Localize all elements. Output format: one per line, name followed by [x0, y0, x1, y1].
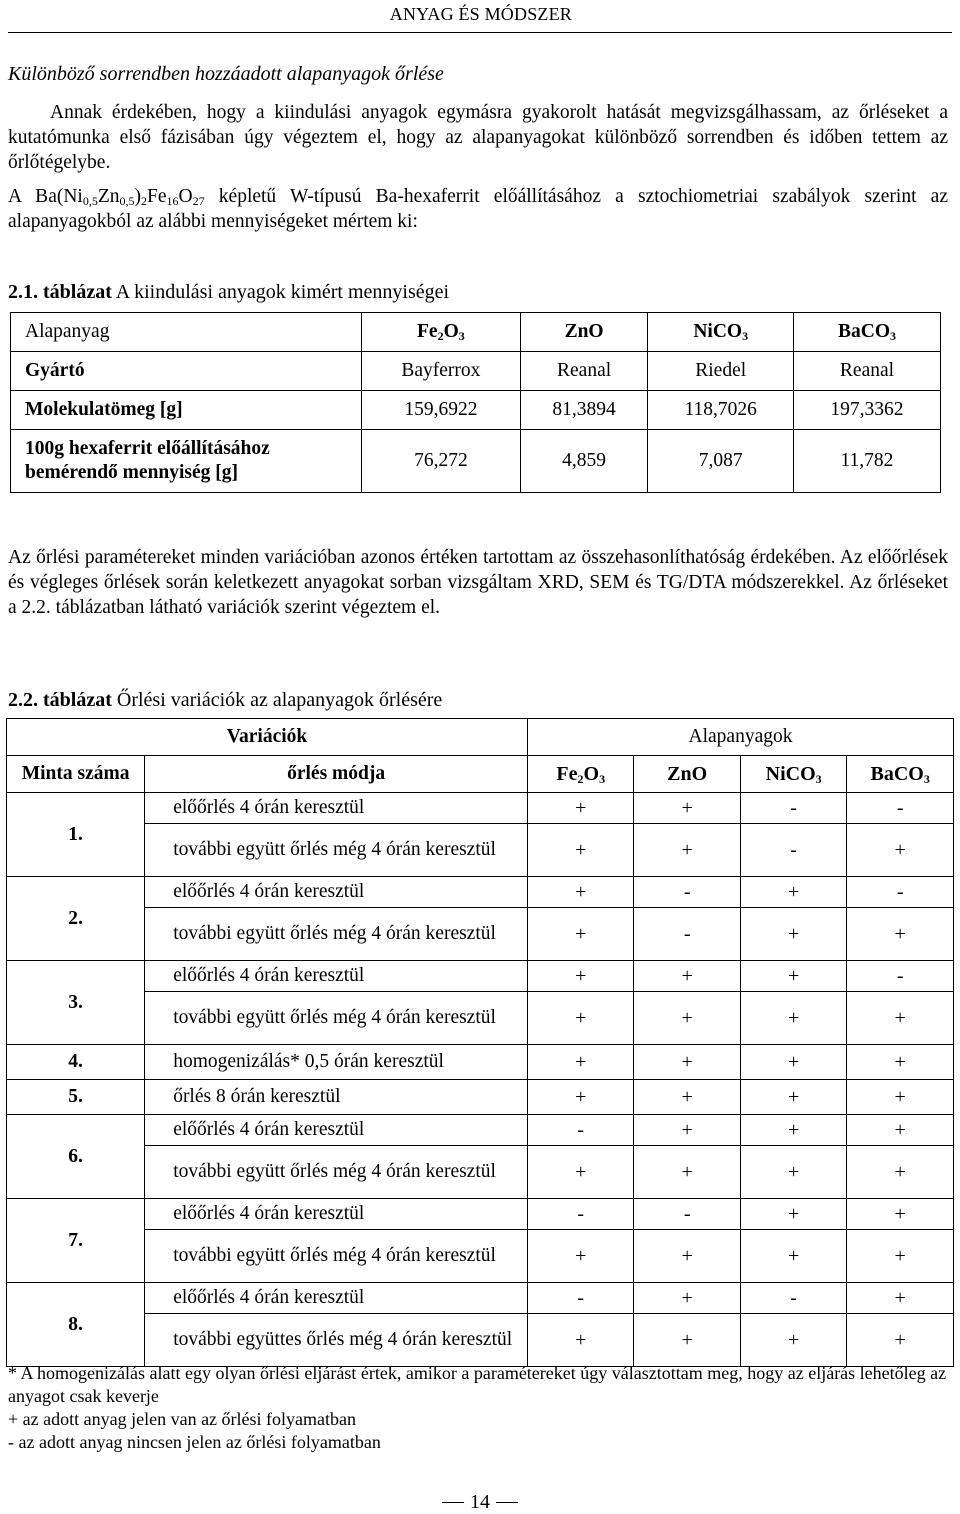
table-row — [7, 877, 954, 908]
sample-number: 7. — [7, 1199, 145, 1283]
table-row — [11, 352, 941, 391]
table-row — [7, 1314, 954, 1367]
section-title: Különböző sorrendben hozzáadott alapanyagok őrlése — [8, 63, 444, 85]
presence-mark: + — [528, 961, 634, 992]
presence-mark: + — [847, 1080, 954, 1115]
running-head: ANYAG ÉS MÓDSZER — [389, 4, 572, 24]
group-header-variations: Variációk — [7, 719, 528, 756]
presence-mark: + — [528, 1146, 634, 1199]
table-cell: 197,3362 — [793, 391, 940, 430]
presence-mark: + — [634, 1230, 740, 1283]
paragraph-formula — [8, 184, 948, 234]
table-row — [7, 756, 954, 793]
header-cell: BaCO$_3$ — [847, 756, 954, 793]
row-label: Gyártó — [11, 352, 362, 391]
presence-mark: + — [740, 1199, 847, 1230]
presence-mark: + — [634, 1080, 740, 1115]
presence-mark: + — [847, 1230, 954, 1283]
row-label: Molekulatömeg [g] — [11, 391, 362, 430]
header-cell: NiCO$_3$ — [740, 756, 847, 793]
milling-mode: előőrlés 4 órán keresztül — [145, 877, 528, 908]
presence-mark: + — [528, 1314, 634, 1367]
presence-mark: - — [847, 961, 954, 992]
page-number — [440, 1490, 520, 1514]
table-row — [7, 824, 954, 877]
paragraph-parameters-text: Az őrlési paramétereket minden variációban azonos értéken tartottam az összehasonlíthatóság érdekében. Az előőrlések és végleges őrlések során keletkezett anyagokat sorban vizsgáltam XRD, SEM és TG/DTA módszerekkel. Az őrléseket a 2.2. táblázatban látható variációk szerint végeztem el. — [8, 547, 948, 618]
table-cell: 4,859 — [520, 430, 648, 493]
table-cell: 118,7026 — [648, 391, 794, 430]
milling-mode: további együtt őrlés még 4 órán keresztül — [145, 992, 528, 1045]
header-cell: $Fe_2O_3$ — [362, 313, 521, 352]
presence-mark: + — [847, 1283, 954, 1314]
header-cell: ZnO — [634, 756, 740, 793]
header-cell: Minta száma — [7, 756, 145, 793]
header-rule — [8, 32, 952, 33]
presence-mark: + — [847, 992, 954, 1045]
header-cell: Alapanyag — [11, 313, 362, 352]
presence-mark: + — [528, 908, 634, 961]
presence-mark: + — [634, 1115, 740, 1146]
table-cell: 7,087 — [648, 430, 794, 493]
presence-mark: - — [528, 1115, 634, 1146]
table-row — [7, 1283, 954, 1314]
presence-mark: + — [528, 824, 634, 877]
footnote-minus: - az adott anyag nincsen jelen az őrlési folyamatban — [8, 1432, 381, 1452]
presence-mark: + — [634, 1283, 740, 1314]
presence-mark: - — [847, 877, 954, 908]
table-row — [7, 992, 954, 1045]
sample-number: 3. — [7, 961, 145, 1045]
table-row — [7, 908, 954, 961]
group-header-materials: Alapanyagok — [528, 719, 954, 756]
table-row — [7, 1115, 954, 1146]
footnote-homogenization: * A homogenizálás alatt egy olyan őrlési eljárást értek, amikor a paramétereket úgy választottam meg, hogy az eljárás lehetőleg az anyagot csak keverje — [8, 1363, 947, 1406]
presence-mark: + — [847, 1199, 954, 1230]
table-cell: 81,3894 — [520, 391, 648, 430]
table-cell: Reanal — [520, 352, 648, 391]
table-cell: 11,782 — [793, 430, 940, 493]
presence-mark: + — [528, 1080, 634, 1115]
table-cell: 76,272 — [362, 430, 521, 493]
table-cell: Reanal — [793, 352, 940, 391]
presence-mark: + — [528, 1230, 634, 1283]
table-row — [7, 1045, 954, 1080]
table-row — [7, 1080, 954, 1115]
presence-mark: + — [740, 1314, 847, 1367]
paragraph-intro-text: Annak érdekében, hogy a kiindulási anyagok egymásra gyakorolt hatását megvizsgálhassam, az őrléseket a kutatómunka első fázisában úgy végeztem el, hogy az alapanyagokat különböző sorrendben és időben tettem az őrlőtégelybe. — [8, 102, 948, 173]
table-cell: Riedel — [648, 352, 794, 391]
milling-mode: további együtt őrlés még 4 órán keresztül — [145, 824, 528, 877]
milling-mode: további együttes őrlés még 4 órán keresztül — [145, 1314, 528, 1367]
milling-mode: előőrlés 4 órán keresztül — [145, 1199, 528, 1230]
presence-mark: - — [634, 877, 740, 908]
header-cell: őrlés módja — [145, 756, 528, 793]
milling-mode: további együtt őrlés még 4 órán keresztül — [145, 1146, 528, 1199]
presence-mark: + — [528, 877, 634, 908]
table2-caption: 2.2. táblázat Őrlési variációk az alapanyagok őrlésére — [8, 689, 443, 711]
presence-mark: + — [528, 1045, 634, 1080]
sample-number: 2. — [7, 877, 145, 961]
presence-mark: - — [740, 1283, 847, 1314]
page-number-rule-left — [442, 1502, 464, 1503]
presence-mark: - — [634, 1199, 740, 1230]
milling-mode: előőrlés 4 órán keresztül — [145, 1115, 528, 1146]
milling-mode: őrlés 8 órán keresztül — [145, 1080, 528, 1115]
presence-mark: - — [528, 1283, 634, 1314]
presence-mark: - — [740, 793, 847, 824]
table-row — [11, 430, 941, 493]
table-row — [11, 391, 941, 430]
header-cell: ZnO — [520, 313, 648, 352]
footnote-plus: + az adott anyag jelen van az őrlési folyamatban — [8, 1409, 357, 1429]
presence-mark: + — [634, 824, 740, 877]
milling-mode: előőrlés 4 órán keresztül — [145, 1283, 528, 1314]
presence-mark: + — [740, 1045, 847, 1080]
presence-mark: - — [634, 908, 740, 961]
presence-mark: + — [847, 1115, 954, 1146]
presence-mark: + — [528, 992, 634, 1045]
table-row — [11, 313, 941, 352]
presence-mark: + — [740, 1146, 847, 1199]
paragraph-formula-text: A $Ba(Ni_{0,5}Zn_{0,5})_2Fe_{16}O_{27}$ képletű W-típusú Ba-hexaferrit előállításához a sztochiometriai szabályok szerint az alapanyagokból az alábbi mennyiségeket mértem ki: — [8, 186, 948, 232]
presence-mark: + — [634, 961, 740, 992]
sample-number: 6. — [7, 1115, 145, 1199]
presence-mark: + — [847, 824, 954, 877]
header-cell: NiCO$_3$ — [648, 313, 794, 352]
presence-mark: + — [528, 793, 634, 824]
presence-mark: + — [847, 908, 954, 961]
table-row — [7, 961, 954, 992]
milling-mode: homogenizálás* 0,5 órán keresztül — [145, 1045, 528, 1080]
page-number-rule-right — [496, 1502, 518, 1503]
table-cell: 159,6922 — [362, 391, 521, 430]
presence-mark: + — [634, 793, 740, 824]
presence-mark: + — [740, 961, 847, 992]
presence-mark: + — [634, 1045, 740, 1080]
milling-mode: előőrlés 4 órán keresztül — [145, 961, 528, 992]
row-label: 100g hexaferrit előállításához bemérendő mennyiség [g] — [11, 430, 362, 493]
page-number-text: 14 — [470, 1491, 490, 1513]
presence-mark: + — [740, 1115, 847, 1146]
sample-number: 5. — [7, 1080, 145, 1115]
milling-variations-table — [6, 718, 954, 1367]
presence-mark: - — [740, 824, 847, 877]
presence-mark: + — [740, 1230, 847, 1283]
table-row — [7, 1230, 954, 1283]
sample-number: 8. — [7, 1283, 145, 1367]
header-cell: BaCO$_3$ — [793, 313, 940, 352]
presence-mark: + — [740, 877, 847, 908]
milling-mode: további együtt őrlés még 4 órán keresztül — [145, 908, 528, 961]
table-row — [7, 719, 954, 756]
presence-mark: + — [634, 1314, 740, 1367]
presence-mark: + — [740, 1080, 847, 1115]
presence-mark: + — [847, 1314, 954, 1367]
paragraph-parameters — [8, 545, 948, 620]
table-row — [7, 793, 954, 824]
presence-mark: + — [847, 1146, 954, 1199]
presence-mark: - — [528, 1199, 634, 1230]
presence-mark: + — [634, 992, 740, 1045]
presence-mark: + — [740, 908, 847, 961]
header-cell: $Fe_2O_3$ — [528, 756, 634, 793]
table1-caption: 2.1. táblázat A kiindulási anyagok kimért mennyiségei — [8, 281, 450, 303]
milling-mode: előőrlés 4 órán keresztül — [145, 793, 528, 824]
raw-materials-table — [10, 312, 941, 493]
presence-mark: + — [740, 992, 847, 1045]
presence-mark: + — [634, 1146, 740, 1199]
table-body — [7, 793, 954, 1367]
sample-number: 4. — [7, 1045, 145, 1080]
paragraph-intro — [8, 100, 948, 175]
table-row — [7, 1146, 954, 1199]
presence-mark: - — [847, 793, 954, 824]
sample-number: 1. — [7, 793, 145, 877]
milling-mode: további együtt őrlés még 4 órán keresztül — [145, 1230, 528, 1283]
table-cell: Bayferrox — [362, 352, 521, 391]
presence-mark: + — [847, 1045, 954, 1080]
footnotes — [8, 1362, 952, 1454]
table-row — [7, 1199, 954, 1230]
